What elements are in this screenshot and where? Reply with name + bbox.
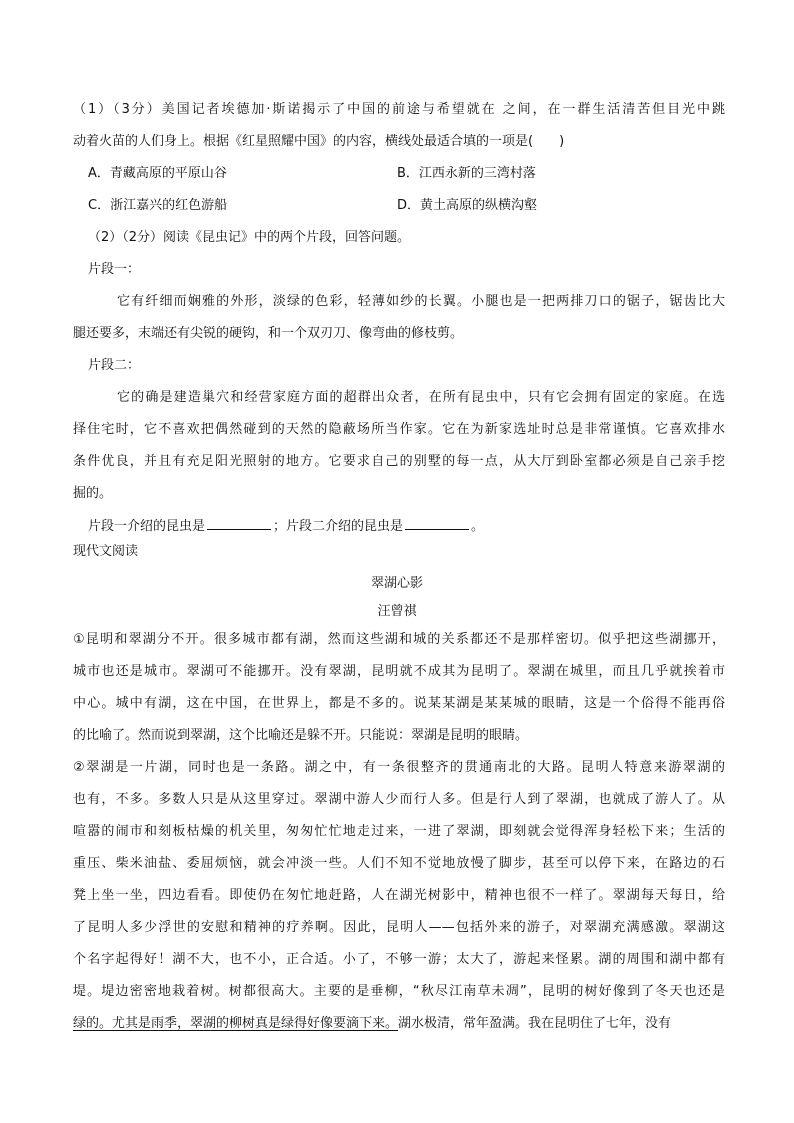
article-line-12: 堤。堤边密密地栽着树。树都很高大。主要的是垂柳，“秋尽江南草未凋”，昆明的树好像到了冬天也还是	[73, 984, 725, 999]
option-d: D．黄土高原的纵横沟壑	[397, 198, 538, 213]
article-line-9: 凳上坐一坐，四边看看。即使仍在匆忙地赶路，人在湖光树影中，精神也很不一样了。翠湖每天每日，给	[73, 888, 725, 903]
underlined-sentence: 绿的。尤其是雨季，翠湖的柳树真是绿得好像要滴下来。	[73, 1016, 399, 1031]
option-c: C．浙江嘉兴的红色游船	[88, 198, 228, 213]
option-b: B．江西永新的三湾村落	[397, 166, 536, 181]
option-a: A．青藏高原的平原山谷	[88, 166, 227, 181]
answer-prefix: 片段一介绍的昆虫是	[88, 519, 206, 534]
article-line-7: 喧嚣的闹市和刻板枯燥的机关里，匆匆忙忙地走过来，一进了翠湖，即刻就会觉得浑身轻松下来；生活的	[73, 824, 725, 839]
answer-line	[88, 518, 740, 535]
answer-blank-1[interactable]	[207, 518, 271, 530]
answer-middle: ；片段二介绍的昆虫是	[273, 519, 404, 534]
fragment-1-label: 片段一：	[88, 262, 141, 277]
section-heading: 现代文阅读	[73, 544, 139, 559]
fragment-2-line-4: 掘的。	[73, 486, 113, 501]
fragment-2-line-3: 条件优良，并且有充足阳光照射的地方。它要求自己的别墅的每一点，从大厅到卧室都必须是自己亲手挖	[73, 454, 725, 469]
article-line-13-rest: 湖水极清，常年盈满。我在昆明住了七年，没有	[398, 1016, 672, 1031]
article-title: 翠湖心影	[370, 576, 423, 591]
answer-suffix: 。	[471, 519, 485, 534]
question-1-line-2: 动着火苗的人们身上。根据《红星照耀中国》的内容，横线处最适合填的一项是( )	[73, 134, 565, 149]
article-line-11: 个名字起得好！湖不大，也不小，正合适。小了，不够一游；太大了，游起来怪累。湖的周围和湖中都有	[73, 952, 725, 967]
question-1-line-1: （1）（3分）美国记者埃德加·斯诺揭示了中国的前途与希望就在 之间，在一群生活清苦但目光中跳	[73, 102, 725, 117]
answer-blank-2[interactable]	[405, 518, 469, 530]
article-line-13	[73, 1016, 725, 1032]
fragment-2-label: 片段二：	[88, 358, 141, 373]
fragment-2-line-2: 择住宅时，它不喜欢把偶然碰到的天然的隐蔽场所当作家。它在为新家选址时总是非常谨慎。它喜欢排水	[73, 422, 725, 437]
fragment-1-line-1: 它有纤细而娴雅的外形，淡绿的色彩，轻薄如纱的长翼。小腿也是一把两排刀口的锯子，锯齿比大	[117, 294, 725, 309]
article-author: 汪曾祺	[377, 604, 417, 619]
article-line-3: 中心。城中有湖，这在中国，在世界上，都是不多的。说某某湖是某某城的眼睛，这是一个俗得不能再俗	[73, 696, 725, 711]
article-line-1: ①昆明和翠湖分不开。很多城市都有湖，然而这些湖和城的关系都还不是那样密切。似乎把这些湖挪开，	[73, 632, 725, 647]
question-2-intro: （2）（2分）阅读《昆虫记》中的两个片段，回答问题。	[88, 230, 411, 245]
article-line-4: 的比喻了。然而说到翠湖，这个比喻还是躲不开。只能说：翠湖是昆明的眼睛。	[73, 728, 529, 743]
article-line-2: 城市也还是城市。翠湖可不能挪开。没有翠湖，昆明就不成其为昆明了。翠湖在城里，而且几乎就挨着市	[73, 664, 725, 679]
fragment-1-line-2: 腿还要多，末端还有尖锐的硬钩，和一个双刃刀、像弯曲的修枝剪。	[73, 326, 464, 341]
article-line-6: 也有，不多。多数人只是从这里穿过。翠湖中游人少而行人多。但是行人到了翠湖，也就成了游人了。从	[73, 792, 725, 807]
article-line-5: ②翠湖是一片湖，同时也是一条路。湖之中，有一条很整齐的贯通南北的大路。昆明人特意来游翠湖的	[73, 760, 725, 775]
fragment-2-line-1: 它的确是建造巢穴和经营家庭方面的超群出众者，在所有昆虫中，只有它会拥有固定的家庭。在选	[117, 390, 725, 405]
article-line-10: 了昆明人多少浮世的安慰和精神的疗养啊。因此，昆明人——包括外来的游子，对翠湖充满感激。翠湖这	[73, 920, 725, 935]
article-line-8: 重压、柴米油盐、委屈烦恼，就会冲淡一些。人们不知不觉地放慢了脚步，甚至可以停下来，在路边的石	[73, 856, 725, 871]
